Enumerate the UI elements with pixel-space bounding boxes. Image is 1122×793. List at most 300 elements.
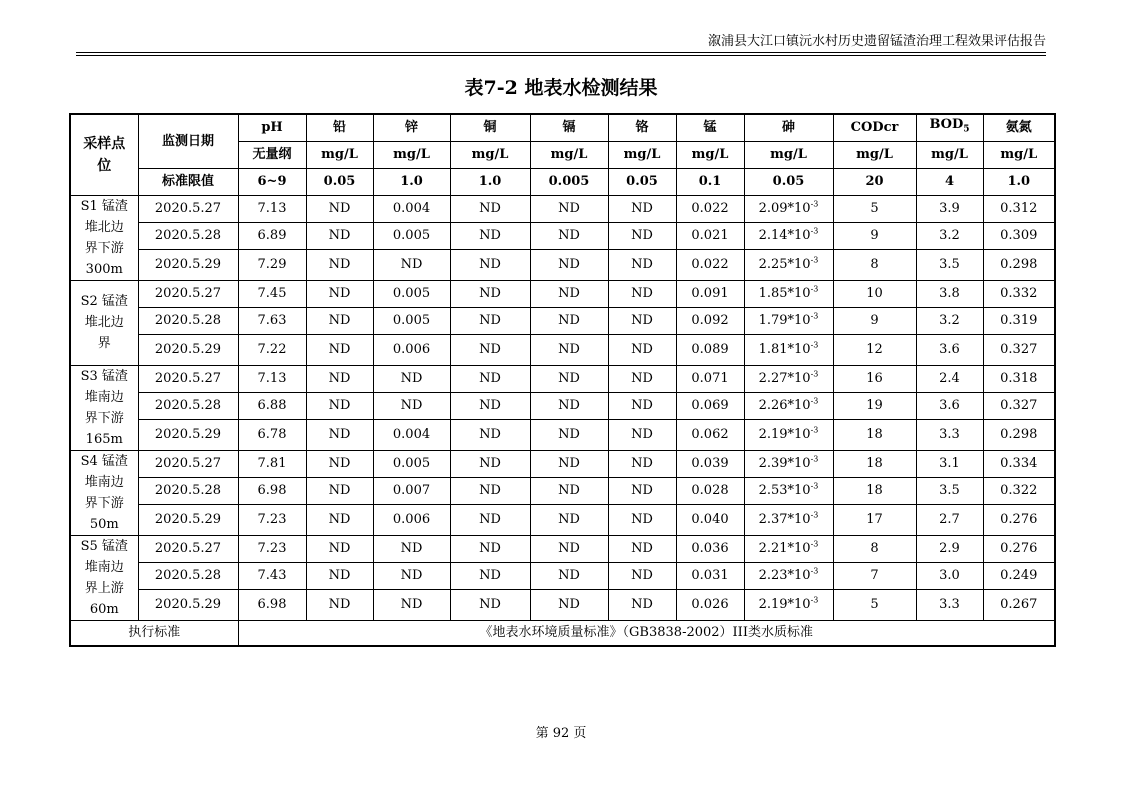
value-cell [450, 249, 530, 280]
limit-cell: 1.0 [373, 168, 450, 195]
date-cell: 2020.5.27 [138, 280, 238, 307]
value-text: 5 [870, 201, 879, 216]
value-exponent: -3 [810, 199, 819, 209]
value-exponent: -3 [810, 454, 819, 464]
value-cell [608, 589, 676, 620]
value-text: 0.298 [1000, 257, 1038, 272]
value-cell [833, 365, 916, 392]
header-rule-thin [76, 55, 1046, 56]
value-cell [450, 307, 530, 334]
value-text: 0.005 [392, 456, 431, 471]
value-text: 0.091 [691, 286, 729, 301]
value-text: 0.332 [1000, 286, 1038, 301]
column-name-cell [530, 114, 608, 141]
site-cell-line: S5 锰渣 [80, 538, 128, 554]
value-cell [833, 195, 916, 222]
site-cell-line: 界上游 [84, 580, 124, 596]
value-text: 2.53*10 [758, 483, 811, 498]
value-text: 0.005 [392, 313, 431, 328]
value-text: ND [400, 568, 423, 583]
value-cell [450, 450, 530, 477]
value-cell [450, 535, 530, 562]
value-text: 7 [870, 568, 879, 583]
value-text: 0.071 [691, 371, 729, 386]
site-cell-line: S2 锰渣 [80, 294, 128, 309]
value-cell [744, 307, 833, 334]
value-cell [833, 589, 916, 620]
value-text: 0.021 [691, 228, 729, 243]
value-text: ND [479, 568, 501, 583]
value-cell [676, 589, 744, 620]
table-row [70, 307, 1055, 334]
value-text: ND [558, 541, 580, 556]
value-cell [373, 535, 450, 562]
value-cell [306, 392, 373, 419]
column-name: 砷 [781, 120, 795, 136]
date-cell: 2020.5.28 [138, 222, 238, 249]
value-cell [983, 589, 1055, 620]
value-text: 0.004 [392, 427, 431, 442]
date-cell: 2020.5.28 [138, 307, 238, 334]
value-cell [983, 365, 1055, 392]
value-cell [373, 419, 450, 450]
value-cell [306, 222, 373, 249]
value-cell [306, 280, 373, 307]
column-name: 氨氮 [1005, 120, 1032, 136]
value-text: ND [400, 371, 423, 386]
value-text: ND [631, 568, 653, 583]
value-text: 6.78 [257, 427, 287, 442]
value-cell [450, 195, 530, 222]
value-cell [238, 562, 306, 589]
value-text: 0.249 [1000, 568, 1038, 583]
value-cell [676, 334, 744, 365]
value-text: 10 [866, 286, 883, 301]
value-cell [608, 195, 676, 222]
value-exponent: -3 [810, 226, 819, 236]
date-cell: 2020.5.29 [138, 249, 238, 280]
value-cell [744, 195, 833, 222]
value-text: 0.267 [1000, 597, 1038, 612]
value-text: ND [631, 257, 653, 272]
value-cell [833, 535, 916, 562]
value-text: 0.334 [1000, 456, 1038, 471]
site-cell [70, 280, 138, 365]
unit-cell: mg/L [530, 141, 608, 168]
value-cell [916, 535, 983, 562]
value-cell [306, 419, 373, 450]
value-text: 0.276 [1000, 541, 1038, 556]
value-cell [530, 562, 608, 589]
site-cell-line: 堆北边 [84, 219, 124, 235]
date-cell: 2020.5.29 [138, 504, 238, 535]
value-text: 9 [870, 313, 879, 328]
site-cell-line: S4 锰渣 [80, 453, 128, 469]
value-text: 7.22 [257, 342, 287, 357]
value-cell [833, 450, 916, 477]
value-text: 7.45 [257, 286, 287, 301]
value-cell [983, 535, 1055, 562]
column-name-cell [608, 114, 676, 141]
value-cell [676, 419, 744, 450]
site-cell [70, 195, 138, 280]
value-cell [238, 419, 306, 450]
value-cell [744, 589, 833, 620]
value-text: ND [328, 512, 351, 527]
value-text: 2.39*10 [758, 456, 811, 471]
value-cell [450, 280, 530, 307]
value-cell [530, 504, 608, 535]
value-cell [373, 589, 450, 620]
value-text: 3.1 [939, 456, 960, 471]
value-text: ND [631, 313, 653, 328]
column-name-cell [916, 114, 983, 141]
site-cell-line: 界 [97, 336, 111, 351]
value-text: 1.85*10 [758, 286, 811, 301]
value-cell [450, 334, 530, 365]
value-cell [238, 450, 306, 477]
value-text: ND [558, 201, 580, 216]
value-text: 2.27*10 [758, 371, 811, 386]
value-text: ND [479, 597, 501, 612]
value-text: ND [479, 483, 501, 498]
value-cell [306, 195, 373, 222]
site-cell-line: 界下游 [84, 240, 124, 256]
value-cell [744, 365, 833, 392]
table-row [70, 535, 1055, 562]
value-cell [450, 392, 530, 419]
value-text: 0.004 [392, 201, 431, 216]
table-row [70, 195, 1055, 222]
column-name: 铅 [332, 120, 346, 136]
value-text: 7.13 [257, 371, 287, 386]
column-name-cell [676, 114, 744, 141]
value-cell [306, 365, 373, 392]
value-text: 0.022 [691, 201, 729, 216]
value-text: ND [479, 313, 501, 328]
value-exponent: -3 [810, 595, 819, 605]
column-name-cell [306, 114, 373, 141]
value-cell [608, 535, 676, 562]
value-cell [530, 477, 608, 504]
value-cell [306, 504, 373, 535]
column-name-cell [450, 114, 530, 141]
value-cell [530, 222, 608, 249]
value-cell [744, 392, 833, 419]
value-text: ND [328, 228, 351, 243]
value-text: ND [558, 512, 580, 527]
value-text: 2.26*10 [758, 398, 811, 413]
running-header: 溆浦县大江口镇沅水村历史遗留锰渣治理工程效果评估报告 [707, 34, 1046, 49]
value-cell [983, 504, 1055, 535]
value-text: 0.092 [691, 313, 729, 328]
value-cell [744, 450, 833, 477]
value-text: 3.2 [939, 228, 960, 243]
value-cell [916, 365, 983, 392]
column-name: CODcr [850, 120, 899, 136]
value-text: ND [400, 597, 423, 612]
value-text: ND [558, 568, 580, 583]
value-text: ND [631, 398, 653, 413]
value-text: ND [328, 427, 351, 442]
date-cell: 2020.5.28 [138, 392, 238, 419]
value-text: 6.98 [257, 597, 287, 612]
value-text: 3.5 [939, 483, 960, 498]
value-cell [833, 307, 916, 334]
value-cell [983, 307, 1055, 334]
value-cell [530, 307, 608, 334]
column-name: 镉 [562, 120, 576, 136]
value-cell [833, 477, 916, 504]
value-cell [676, 249, 744, 280]
value-exponent: -3 [810, 510, 819, 520]
unit-cell: mg/L [744, 141, 833, 168]
value-cell [676, 504, 744, 535]
site-cell-line: 堆北边 [84, 315, 124, 330]
table-title: 表7-2 地表水检测结果 [464, 77, 658, 99]
value-text: 19 [866, 398, 883, 413]
value-text: 0.031 [691, 568, 729, 583]
value-cell [983, 450, 1055, 477]
value-cell [833, 392, 916, 419]
value-text: ND [328, 257, 351, 272]
value-text: 0.007 [392, 483, 431, 498]
value-cell [916, 392, 983, 419]
value-cell [744, 249, 833, 280]
value-text: 0.028 [691, 483, 729, 498]
value-cell [373, 477, 450, 504]
value-text: ND [328, 342, 351, 357]
value-cell [530, 334, 608, 365]
value-text: ND [479, 228, 501, 243]
value-cell [530, 195, 608, 222]
value-text: ND [631, 512, 653, 527]
value-cell [833, 504, 916, 535]
value-text: ND [631, 456, 653, 471]
site-cell-line: 堆南边 [84, 389, 124, 405]
value-cell [916, 419, 983, 450]
value-text: 7.13 [257, 201, 287, 216]
unit-cell: 无量纲 [238, 141, 306, 168]
value-cell [916, 450, 983, 477]
value-text: 2.21*10 [758, 541, 811, 556]
value-text: 2.19*10 [758, 427, 811, 442]
value-text: ND [558, 427, 580, 442]
page-number: 第 92 页 [535, 726, 587, 741]
value-cell [608, 562, 676, 589]
value-cell [530, 419, 608, 450]
value-cell [744, 535, 833, 562]
limit-cell: 1.0 [450, 168, 530, 195]
value-cell [676, 280, 744, 307]
value-cell [238, 334, 306, 365]
column-name-cell [238, 114, 306, 141]
column-name: 锌 [404, 120, 418, 136]
table-row [70, 562, 1055, 589]
value-text: 7.81 [257, 456, 287, 471]
value-text: 0.319 [1000, 313, 1038, 328]
date-cell: 2020.5.29 [138, 589, 238, 620]
value-cell [306, 450, 373, 477]
footer-label-cell: 执行标准 [70, 620, 238, 646]
limit-cell: 0.1 [676, 168, 744, 195]
value-cell [373, 334, 450, 365]
value-cell [450, 589, 530, 620]
value-text: ND [328, 568, 351, 583]
unit-cell: mg/L [983, 141, 1055, 168]
value-cell [744, 504, 833, 535]
unit-cell: mg/L [676, 141, 744, 168]
value-cell [530, 365, 608, 392]
value-text: 1.81*10 [758, 342, 811, 357]
value-text: ND [558, 456, 580, 471]
value-cell [530, 280, 608, 307]
value-text: ND [400, 398, 423, 413]
value-text: 3.5 [939, 257, 960, 272]
column-name: 铬 [635, 120, 649, 136]
value-text: 0.327 [1000, 398, 1038, 413]
value-text: 0.036 [691, 541, 729, 556]
value-text: ND [328, 371, 351, 386]
value-cell [373, 365, 450, 392]
unit-cell: mg/L [373, 141, 450, 168]
column-name-cell [833, 114, 916, 141]
date-cell: 2020.5.28 [138, 562, 238, 589]
value-cell [373, 307, 450, 334]
value-cell [833, 222, 916, 249]
value-text: ND [558, 342, 580, 357]
header-row-names [70, 114, 1055, 141]
value-text: 2.14*10 [758, 228, 811, 243]
value-text: 2.09*10 [758, 201, 811, 216]
value-text: ND [631, 427, 653, 442]
limit-cell: 0.05 [744, 168, 833, 195]
value-text: 3.9 [939, 201, 960, 216]
value-text: 18 [866, 456, 883, 471]
value-text: 2.7 [939, 512, 960, 527]
site-cell-line: 60m [89, 601, 119, 617]
value-cell [676, 195, 744, 222]
value-cell [744, 562, 833, 589]
value-cell [744, 419, 833, 450]
value-text: 7.23 [257, 541, 287, 556]
site-cell-line: 50m [89, 516, 119, 532]
surface-water-results-table [69, 113, 1056, 647]
value-cell [238, 504, 306, 535]
value-text: 18 [866, 483, 883, 498]
site-cell-line: 界下游 [84, 410, 124, 426]
value-text: ND [479, 456, 501, 471]
value-text: 3.6 [939, 398, 960, 413]
value-text: ND [328, 313, 351, 328]
value-text: ND [631, 483, 653, 498]
value-cell [608, 392, 676, 419]
value-text: 0.089 [691, 342, 729, 357]
value-cell [983, 562, 1055, 589]
column-name: 铜 [483, 120, 497, 136]
value-cell [983, 249, 1055, 280]
value-text: 6.98 [257, 483, 287, 498]
value-cell [373, 562, 450, 589]
value-text: 0.322 [1000, 483, 1038, 498]
standard-footer-row [70, 620, 1055, 646]
value-text: 0.298 [1000, 427, 1038, 442]
value-cell [450, 419, 530, 450]
table-row [70, 249, 1055, 280]
value-text: 2.25*10 [758, 257, 811, 272]
value-exponent: -3 [810, 396, 819, 406]
value-cell [530, 589, 608, 620]
date-cell: 2020.5.29 [138, 419, 238, 450]
value-text: ND [479, 398, 501, 413]
site-cell-line: S1 锰渣 [80, 198, 128, 214]
date-cell: 2020.5.27 [138, 535, 238, 562]
value-text: ND [631, 201, 653, 216]
limit-cell: 6~9 [238, 168, 306, 195]
footer-value-cell: 《地表水环境质量标准》（GB3838-2002）III类水质标准 [238, 620, 1055, 646]
value-text: 18 [866, 427, 883, 442]
site-cell-line: 堆南边 [84, 559, 124, 575]
value-text: 0.062 [691, 427, 729, 442]
value-text: ND [479, 257, 501, 272]
value-cell [916, 562, 983, 589]
value-cell [983, 334, 1055, 365]
value-cell [238, 477, 306, 504]
value-text: 0.069 [691, 398, 729, 413]
value-text: 0.026 [691, 597, 729, 612]
value-text: 9 [870, 228, 879, 243]
value-text: ND [631, 342, 653, 357]
value-cell [450, 365, 530, 392]
value-exponent: -3 [810, 311, 819, 321]
value-text: 2.4 [939, 371, 960, 386]
value-cell [238, 365, 306, 392]
value-cell [916, 280, 983, 307]
value-exponent: -3 [810, 340, 819, 350]
table-row [70, 504, 1055, 535]
standard-label-cell: 标准限值 [138, 168, 238, 195]
value-text: 7.29 [257, 257, 287, 272]
value-cell [744, 222, 833, 249]
value-cell [608, 280, 676, 307]
value-text: 0.309 [1000, 228, 1038, 243]
column-name-cell [983, 114, 1055, 141]
value-cell [608, 249, 676, 280]
value-cell [916, 589, 983, 620]
value-cell [676, 365, 744, 392]
value-text: 17 [866, 512, 883, 527]
value-text: ND [479, 201, 501, 216]
value-cell [916, 477, 983, 504]
value-cell [450, 477, 530, 504]
limit-cell: 4 [916, 168, 983, 195]
value-cell [916, 222, 983, 249]
value-cell [238, 280, 306, 307]
header-row-limits [70, 168, 1055, 195]
value-cell [238, 535, 306, 562]
value-text: ND [328, 456, 351, 471]
site-header-line: 采样点 [83, 135, 126, 152]
value-text: 3.6 [939, 342, 960, 357]
value-text: ND [479, 371, 501, 386]
value-text: 2.9 [939, 541, 960, 556]
value-text: 3.2 [939, 313, 960, 328]
value-text: ND [558, 398, 580, 413]
value-text: 0.040 [691, 512, 729, 527]
value-cell [676, 535, 744, 562]
value-text: 0.276 [1000, 512, 1038, 527]
value-cell [744, 280, 833, 307]
